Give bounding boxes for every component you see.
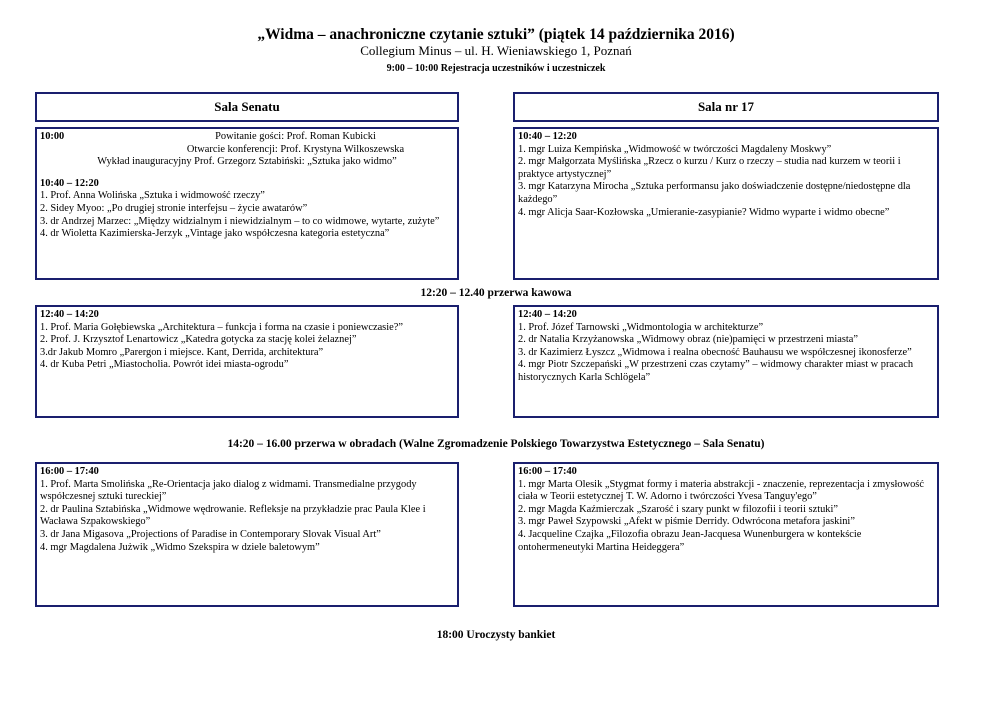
talk-item: 1. Prof. Maria Gołębiewska „Architektura – funkcja i forma na czasie i poniewczasie?” bbox=[40, 321, 403, 333]
general-assembly-break: 14:20 – 16.00 przerwa w obradach (Walne Zgromadzenie Polskiego Towarzystwa Estetycznego – Sala Senatu) bbox=[227, 438, 765, 450]
talk-item: 1. Prof. Anna Wolińska „Sztuka i widmowość rzeczy” bbox=[40, 190, 265, 202]
talk-item: 2. mgr Magda Kaźmierczak „Szarość i szary punkt w filozofii i teorii sztuki” bbox=[518, 503, 838, 515]
talk-item: 3. dr Kazimierz Łyszcz „Widmowa i realna obecność Bauhausu we współczesnej ikonosferze” bbox=[518, 346, 912, 358]
talk-item: 2. Sidey Myoo: „Po drugiej stronie interfejsu – życie awatarów” bbox=[40, 202, 308, 214]
coffee-break: 12:20 – 12.40 przerwa kawowa bbox=[420, 287, 572, 299]
talk-item: 3. mgr Paweł Szypowski „Afekt w piśmie Derridy. Odwrócona metafora jaskini” bbox=[518, 516, 855, 528]
talk-item: 4. dr Wioletta Kazimierska-Jerzyk „Vintage jako współczesna kategoria estetyczna” bbox=[40, 228, 390, 240]
session-time: 16:00 – 17:40 bbox=[40, 466, 99, 477]
session1-right-box bbox=[513, 127, 939, 280]
talk-item: 4. mgr Magdalena Jużwik „Widmo Szekspira w dziele baletowym” bbox=[40, 541, 320, 553]
session-time: 16:00 – 17:40 bbox=[518, 466, 577, 477]
talk-item: 4. dr Kuba Petri „Miastocholia. Powrót idei miasta-ogrodu” bbox=[40, 359, 289, 371]
room-header-right bbox=[513, 92, 939, 122]
opening-block bbox=[40, 131, 454, 156]
talk-item: 2. dr Natalia Krzyżanowska „Widmowy obraz (nie)pamięci w przestrzeni miasta” bbox=[518, 334, 859, 346]
session-time: 12:40 – 14:20 bbox=[518, 309, 577, 320]
opening-line: Otwarcie konferencji: Prof. Krystyna Wilkoszewska bbox=[186, 143, 405, 155]
talk-item: 4. mgr Alicja Saar-Kozłowska „Umieranie-zasypianie? Widmo wyparte i widmo obecne” bbox=[518, 206, 890, 218]
opening-time: 10:00 bbox=[40, 131, 65, 142]
session2-left-box bbox=[35, 305, 459, 418]
talk-item: 3. dr Jana Migasova „Projections of Paradise in Contemporary Slovak Visual Art” bbox=[40, 528, 381, 540]
talk-item: 4. mgr Piotr Szczepański „W przestrzeni czas czytamy” – widmowy charakter miast w pracach historycznych Karla Schlögela” bbox=[518, 359, 914, 383]
talk-item: 1. mgr Luiza Kempińska „Widmowość w twórczości Magdaleny Moskwy” bbox=[518, 143, 832, 155]
session2-right-box bbox=[513, 305, 939, 418]
room-name-right: Sala nr 17 bbox=[697, 99, 755, 114]
talk-item: 1. mgr Marta Olesik „Stygmat formy i materia abstrakcji - znaczenie, reprezentacja i zmysłowość ciała w Teorii estetycznej T. W. Adorno i twórczości Yvesa Tanguy'ego” bbox=[518, 478, 924, 503]
session3-left-box bbox=[35, 462, 459, 607]
session-time: 10:40 – 12:20 bbox=[518, 131, 577, 142]
talk-item: 2. mgr Małgorzata Myślińska „Rzecz o kurzu / Kurz o rzeczy – studia nad kurzem w teorii i praktyce artystycznej” bbox=[518, 156, 901, 180]
talk-item: 2. dr Paulina Sztabińska „Widmowe wędrowanie. Refleksje na przykładzie prac Paula Klee i Wacława Szpakowskiego” bbox=[40, 503, 426, 528]
opening-line: Wykład inauguracyjny Prof. Grzegorz Sztabiński: „Sztuka jako widmo” bbox=[97, 156, 397, 168]
registration-line: 9:00 – 10:00 Rejestracja uczestników i uczestniczek bbox=[386, 63, 606, 74]
session3-right-box bbox=[513, 462, 939, 607]
closing-banquet: 18:00 Uroczysty bankiet bbox=[436, 629, 556, 641]
talk-item: 3. dr Andrzej Marzec: „Między widzialnym i niewidzialnym – to co widmowe, wytarte, zużyte” bbox=[40, 215, 440, 227]
talk-item: 1. Prof. Józef Tarnowski „Widmontologia w architekturze” bbox=[518, 321, 764, 333]
opening-line: Powitanie gości: Prof. Roman Kubicki bbox=[215, 131, 376, 142]
room-name-left: Sala Senatu bbox=[214, 99, 280, 114]
session-time: 10:40 – 12:20 bbox=[40, 177, 99, 189]
talk-item: 3.dr Jakub Momro „Parergon i miejsce. Kant, Derrida, architektura” bbox=[40, 346, 324, 358]
talk-item: 1. Prof. Marta Smolińska „Re-Orientacja jako dialog z widmami. Transmedialne przygody współczesnej sztuki tureckiej” bbox=[40, 478, 417, 503]
room-header-left bbox=[35, 92, 459, 122]
session1-left-box bbox=[35, 127, 459, 280]
talk-item: 2. Prof. J. Krzysztof Lenartowicz „Katedra gotycka za stację kolei żelaznej” bbox=[40, 334, 357, 346]
session-time: 12:40 – 14:20 bbox=[40, 309, 99, 320]
talk-item: 4. Jacqueline Czajka „Filozofia obrazu Jean-Jacquesa Wunenburgera w kontekście ontohermeneutyki Martina Heideggera” bbox=[518, 528, 862, 553]
page-title: „Widma – anachroniczne czytanie sztuki” (piątek 14 października 2016) bbox=[257, 26, 735, 43]
talk-item: 3. mgr Katarzyna Mirocha „Sztuka performansu jako doświadczenie dostępne/niedostępne dla każdego” bbox=[518, 181, 911, 205]
venue-subtitle: Collegium Minus – ul. H. Wieniawskiego 1, Poznań bbox=[360, 43, 632, 58]
